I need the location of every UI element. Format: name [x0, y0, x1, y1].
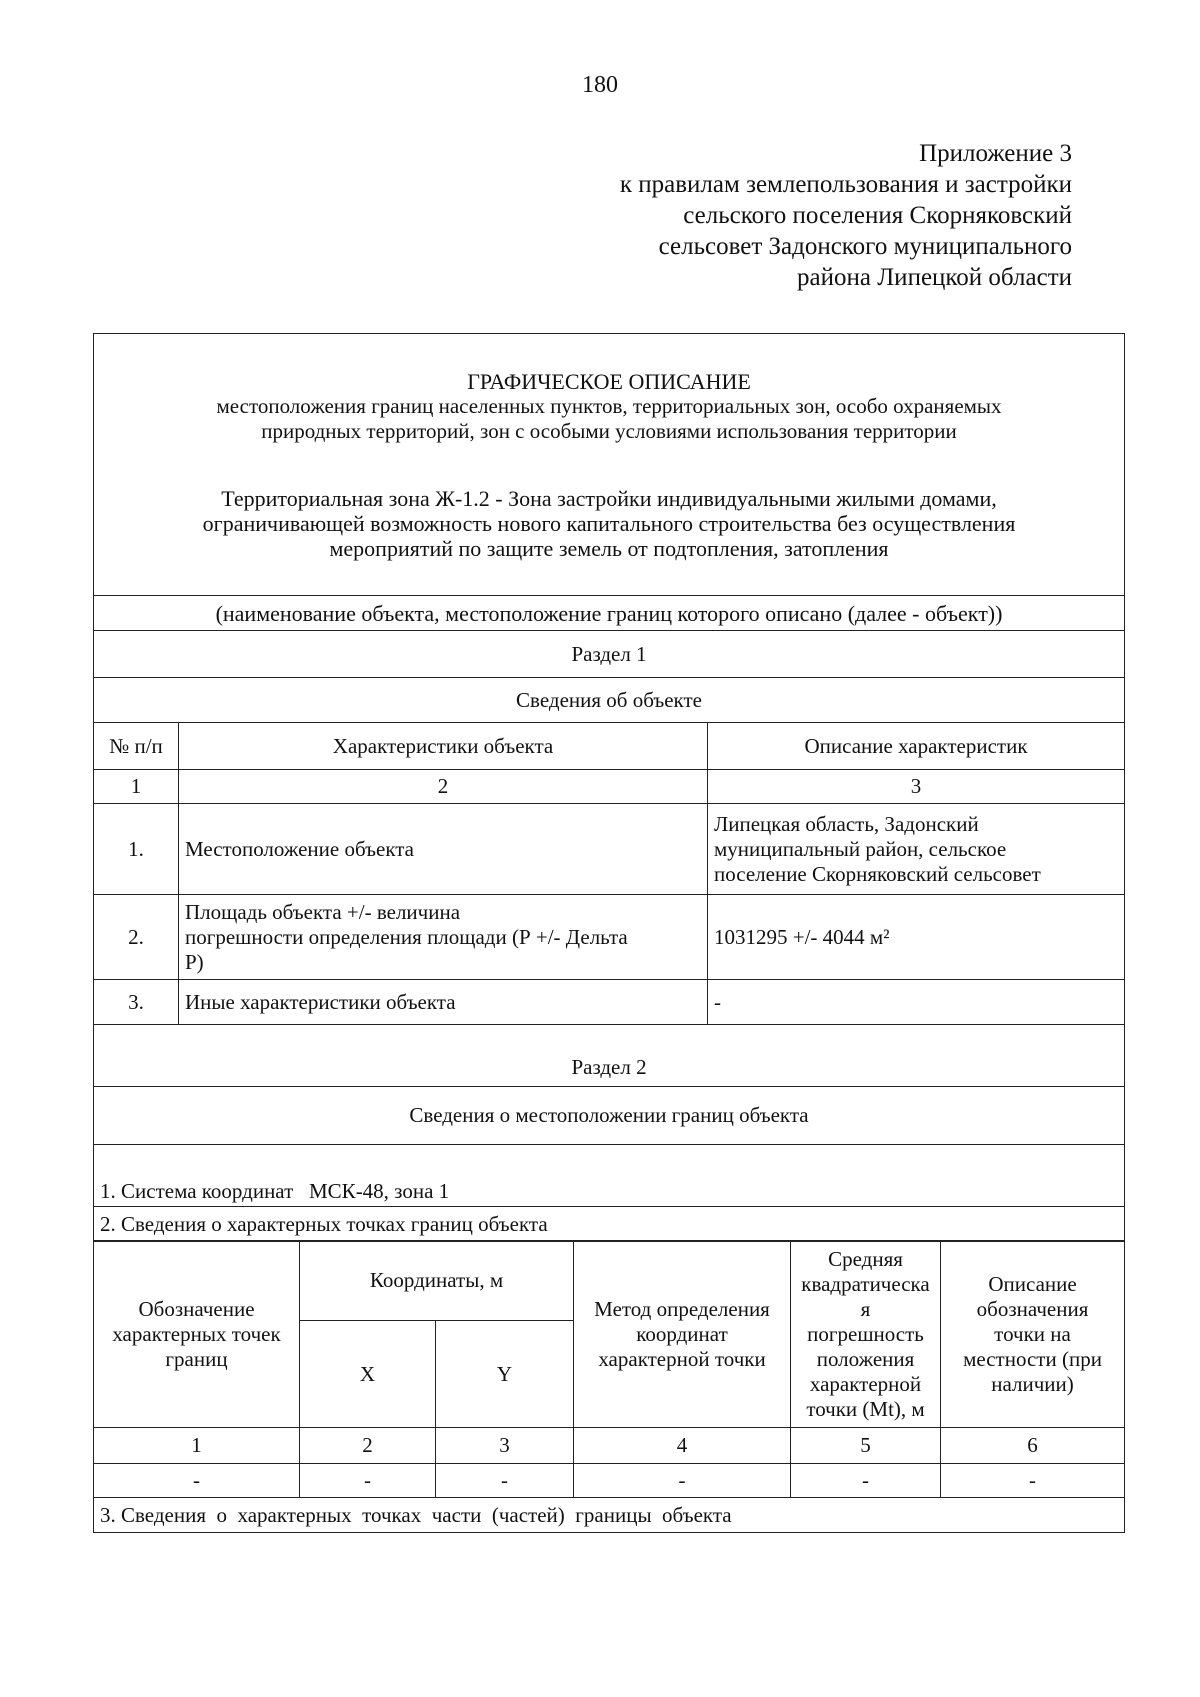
characteristic-line: погрешности определения площади (Р +/- Дельта — [185, 924, 628, 949]
characteristic-line: Иные характеристики объекта — [185, 989, 456, 1014]
header-line: Метод определения — [594, 1296, 770, 1321]
table-row — [94, 980, 1125, 1025]
data-cell: - — [436, 1464, 574, 1498]
zone-name-line: мероприятий по защите земель от подтопления, затопления — [329, 535, 889, 561]
column-header: Характеристики объекта — [179, 723, 708, 770]
column-number: 3 — [436, 1428, 574, 1464]
document-subtitle-line: природных территорий, зон с особыми условиями использования территории — [261, 418, 957, 443]
description-line: 1031295 +/- 4044 м² — [714, 924, 890, 949]
header-line: Обозначение — [138, 1296, 255, 1321]
document-header-cell — [94, 334, 1125, 596]
column-header: № п/п — [94, 723, 179, 770]
y-header: Y — [436, 1321, 574, 1428]
column-number: 1 — [94, 1428, 300, 1464]
x-header: X — [300, 1321, 436, 1428]
appendix-note — [620, 138, 1072, 293]
header-line: погрешность — [807, 1321, 924, 1346]
table-row — [94, 804, 1125, 895]
description-cell — [708, 804, 1125, 895]
accuracy-header — [791, 1241, 941, 1428]
column-number: 4 — [574, 1428, 791, 1464]
header-line: наличии) — [991, 1371, 1074, 1396]
column-number: 1 — [94, 770, 179, 804]
object-caption: (наименование объекта, местоположение границ которого описано (далее - объект)) — [94, 596, 1125, 631]
document-title: ГРАФИЧЕСКОЕ ОПИСАНИЕ — [467, 368, 751, 394]
data-cell: - — [300, 1464, 436, 1498]
column-header: Описание характеристик — [708, 723, 1125, 770]
column-number: 5 — [791, 1428, 941, 1464]
parts-title: 3. Сведения о характерных точках части (частей) границы объекта — [94, 1498, 1125, 1533]
points-table — [93, 1240, 1125, 1533]
description-cell — [708, 895, 1125, 980]
points-title: 2. Сведения о характерных точках границ объекта — [94, 1207, 1125, 1242]
header-line: я — [860, 1296, 871, 1321]
appendix-line: района Липецкой области — [797, 264, 1072, 291]
header-line: Описание — [988, 1271, 1077, 1296]
column-number: 6 — [941, 1428, 1125, 1464]
designation-header — [94, 1241, 300, 1428]
point-description-header — [941, 1241, 1125, 1428]
description-cell — [708, 980, 1125, 1025]
section1-title: Раздел 1 — [94, 631, 1125, 678]
data-cell: - — [574, 1464, 791, 1498]
document-subtitle-line: местоположения границ населенных пунктов, территориальных зон, особо охраняемых — [216, 393, 1002, 418]
characteristic-cell — [179, 980, 708, 1025]
column-number: 2 — [300, 1428, 436, 1464]
header-line: Средняя — [828, 1246, 903, 1271]
header-line: характерных точек — [112, 1321, 281, 1346]
table-row — [94, 1464, 1125, 1498]
section2-subtitle: Сведения о местоположении границ объекта — [94, 1087, 1125, 1145]
zone-name-line: Территориальная зона Ж-1.2 - Зона застройки индивидуальными жилыми домами, — [221, 485, 997, 511]
data-cell: - — [94, 1464, 300, 1498]
header-line: положения — [816, 1346, 915, 1371]
characteristic-line: Р) — [185, 949, 204, 974]
method-header — [574, 1241, 791, 1428]
header-line: границ — [165, 1346, 228, 1371]
description-line: муниципальный район, сельское — [714, 836, 1007, 861]
header-line: координат — [636, 1321, 728, 1346]
appendix-line: сельсовет Задонского муниципального — [658, 233, 1072, 260]
description-line: - — [714, 989, 721, 1014]
row-number: 2. — [94, 895, 179, 980]
graphic-description-table — [93, 333, 1125, 1242]
appendix-line: Приложение 3 — [919, 140, 1072, 167]
header-line: обозначения — [976, 1296, 1089, 1321]
coordinates-header: Координаты, м — [300, 1241, 574, 1321]
appendix-line: к правилам землепользования и застройки — [619, 171, 1072, 198]
characteristic-cell — [179, 895, 708, 980]
row-number: 1. — [94, 804, 179, 895]
header-line: местности (при — [963, 1346, 1102, 1371]
column-number: 2 — [179, 770, 708, 804]
page-number: 180 — [582, 72, 618, 98]
zone-name-line: ограничивающей возможность нового капитального строительства без осуществления — [202, 510, 1016, 536]
row-number: 3. — [94, 980, 179, 1025]
description-line: поселение Скорняковский сельсовет — [714, 861, 1041, 886]
appendix-line: сельского поселения Скорняковский — [683, 202, 1072, 229]
description-line: Липецкая область, Задонский — [714, 811, 979, 836]
header-line: точки на — [994, 1321, 1071, 1346]
section1-subtitle: Сведения об объекте — [94, 678, 1125, 723]
header-line: характерной — [809, 1371, 922, 1396]
header-line: характерной точки — [598, 1346, 766, 1371]
data-cell: - — [791, 1464, 941, 1498]
table-row — [94, 895, 1125, 980]
column-number: 3 — [708, 770, 1125, 804]
data-cell: - — [941, 1464, 1125, 1498]
characteristic-line: Местоположение объекта — [185, 836, 415, 861]
coordinate-system: 1. Система координат МСК-48, зона 1 — [94, 1145, 1125, 1207]
header-line: квадратическа — [801, 1271, 930, 1296]
section2-title: Раздел 2 — [94, 1025, 1125, 1087]
characteristic-line: Площадь объекта +/- величина — [185, 899, 461, 924]
header-line: точки (Mt), м — [806, 1396, 925, 1421]
characteristic-cell — [179, 804, 708, 895]
